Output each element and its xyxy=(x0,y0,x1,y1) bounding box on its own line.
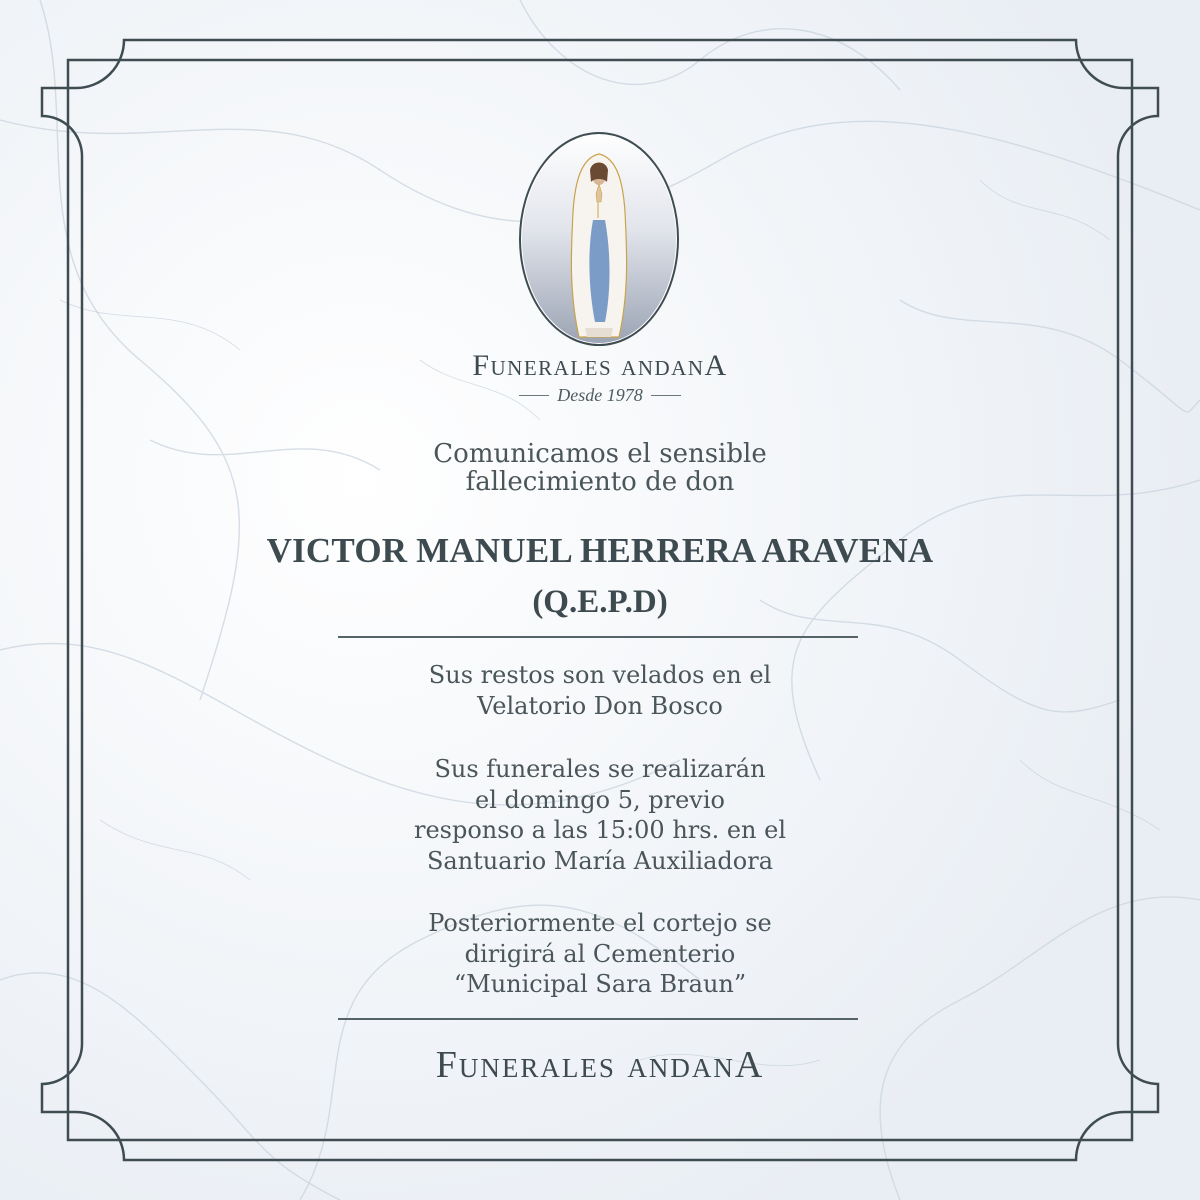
funeral-paragraph xyxy=(300,754,900,876)
tagline-dash-left xyxy=(519,395,549,396)
funeral-line: el domingo 5, previo xyxy=(475,785,725,814)
brand-tagline: Desde 1978 xyxy=(557,384,643,405)
funeral-line: Sus funerales se realizarán xyxy=(434,755,766,783)
brand-tagline-row xyxy=(500,383,700,407)
funeral-line: Santuario María Auxiliadora xyxy=(426,846,774,875)
intro-line: fallecimiento de don xyxy=(465,467,735,497)
cortege-line: dirigirá al Cementerio xyxy=(464,939,736,968)
deceased-name: VICTOR MANUEL HERRERA ARAVENA xyxy=(266,531,934,570)
intro-line: Comunicamos el sensible xyxy=(433,439,767,469)
divider-top xyxy=(338,636,858,638)
cortege-paragraph xyxy=(300,908,900,1000)
announcement-intro xyxy=(300,440,900,496)
cortege-line: Posteriormente el cortejo se xyxy=(428,909,772,937)
cortege-line: “Municipal Sara Braun” xyxy=(453,970,747,998)
wake-paragraph xyxy=(300,660,900,721)
wake-line: Velatorio Don Bosco xyxy=(477,691,723,720)
brand-logo-text: Funerales andanA xyxy=(472,349,728,382)
funeral-line: responso a las 15:00 hrs. en el xyxy=(414,816,786,844)
divider-bottom xyxy=(338,1018,858,1020)
wake-line: Sus restos son velados en el xyxy=(428,661,772,689)
tagline-dash-right xyxy=(651,395,681,396)
virgin-mary-emblem xyxy=(519,132,679,346)
footer-brand: Funerales andanA xyxy=(435,1044,765,1086)
deceased-qepd: (Q.E.P.D) xyxy=(532,584,668,620)
